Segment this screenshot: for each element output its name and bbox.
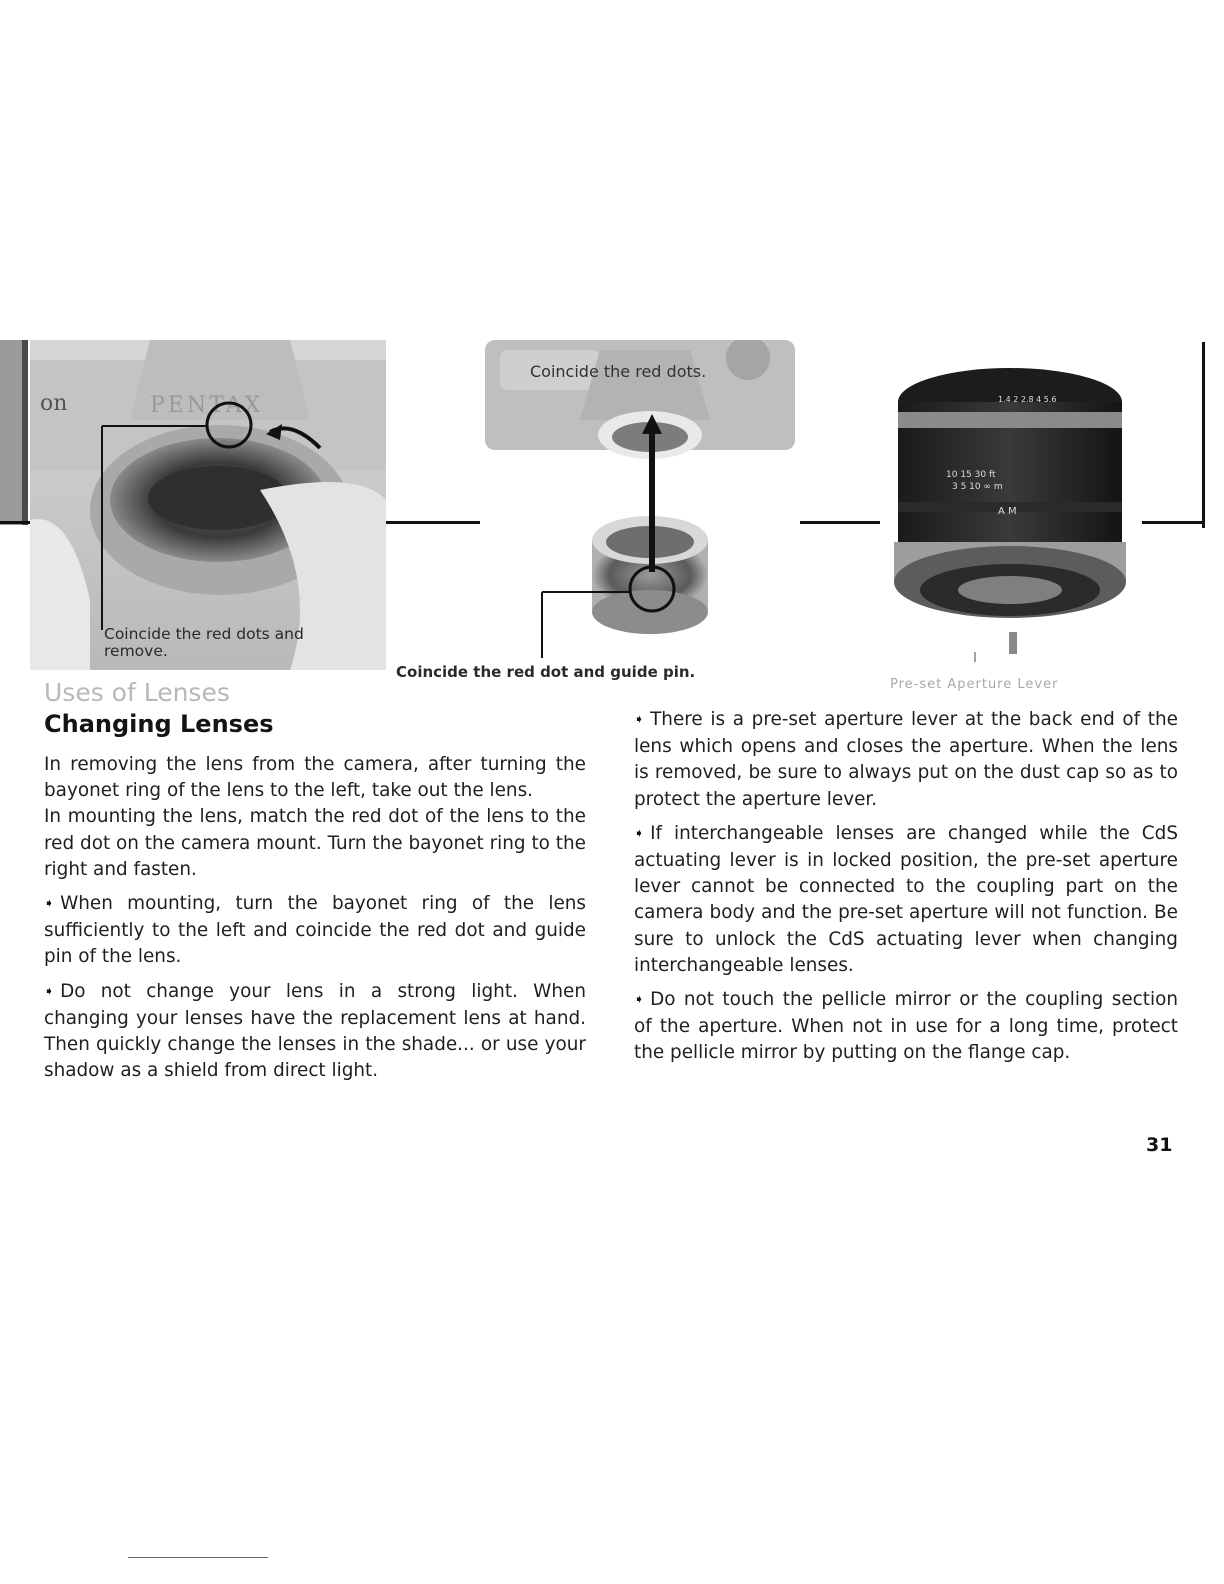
paragraph-removing-lens: In removing the lens from the camera, after turning the bayonet ring of the lens to the left, take out the lens.: [44, 754, 586, 802]
arrow-bullet-icon: ➧: [44, 983, 55, 998]
camera-lens-removal-illustration: [30, 340, 386, 670]
stray-underline: [128, 1557, 268, 1558]
photo-lens-alignment: [480, 340, 800, 658]
paragraph-mounting-lens: In mounting the lens, match the red dot of the lens to the red dot on the camera mount. Turn the bayonet ring to the right and fasten.: [44, 806, 586, 880]
page-heading: Changing Lenses: [44, 710, 274, 738]
arrow-bullet-icon: ➧: [44, 896, 55, 911]
svg-text:10 15 30 ft: 10 15 30 ft: [946, 470, 996, 480]
arrow-bullet-icon: ➧: [634, 992, 645, 1007]
svg-text:PENTAX: PENTAX: [150, 393, 264, 418]
caption-left-photo: Coincide the red dots and remove.: [104, 625, 304, 660]
caption-center-photo: Coincide the red dot and guide pin.: [396, 663, 696, 681]
caption-right-photo: Pre-set Aperture Lever: [890, 677, 1059, 692]
svg-text:1.4 2 2.8 4 5.6: 1.4 2 2.8 4 5.6: [998, 395, 1057, 404]
left-column: [44, 752, 586, 1084]
bullet-item: ➧ Do not touch the pellicle mirror or the coupling section of the aperture. When not in use for a long time, protect the pellicle mirror by putting on the flange cap.: [634, 987, 1178, 1067]
camera-lens-alignment-illustration: [480, 340, 800, 658]
bullet-item: ➧ There is a pre-set aperture lever at the back end of the lens which opens and closes the aperture. When the lens is removed, be sure to always put on the dust cap so as to protect the aperture lever.: [634, 707, 1178, 813]
svg-text:A M: A M: [998, 506, 1017, 517]
bullet-item: ➧ If interchangeable lenses are changed while the CdS actuating lever is in locked position, the pre-set aperture lever cannot be connected to the coupling part on the camera body and the pre-set aperture will not function. Be sure to unlock the CdS actuating lever when changing interchangeable lenses.: [634, 821, 1178, 979]
caption-center-top: Coincide the red dots.: [530, 362, 707, 381]
svg-text:3 5 10 ∞ m: 3 5 10 ∞ m: [952, 482, 1003, 492]
right-column: [634, 707, 1178, 1067]
page-edge-right: [1202, 342, 1205, 528]
photo-preset-aperture-lever: [880, 362, 1142, 662]
arrow-bullet-icon: ➧: [634, 825, 645, 840]
photo-lens-removal: [30, 340, 386, 670]
page-number: 31: [1146, 1134, 1173, 1156]
bullet-item: ➧ When mounting, turn the bayonet ring of the lens sufficiently to the left and coincide the red dot and guide pin of the lens.: [44, 891, 586, 971]
page-edge-binding: [22, 340, 28, 525]
section-title: Uses of Lenses: [44, 678, 230, 707]
svg-text:on: on: [40, 391, 68, 416]
lens-illustration: [880, 362, 1142, 662]
arrow-bullet-icon: ➧: [634, 712, 645, 726]
bullet-item: ➧ Do not change your lens in a strong light. When changing your lenses have the replacement lens at hand. Then quickly change the lenses in the shade... or use your shadow as a shield from direct light.: [44, 979, 586, 1085]
